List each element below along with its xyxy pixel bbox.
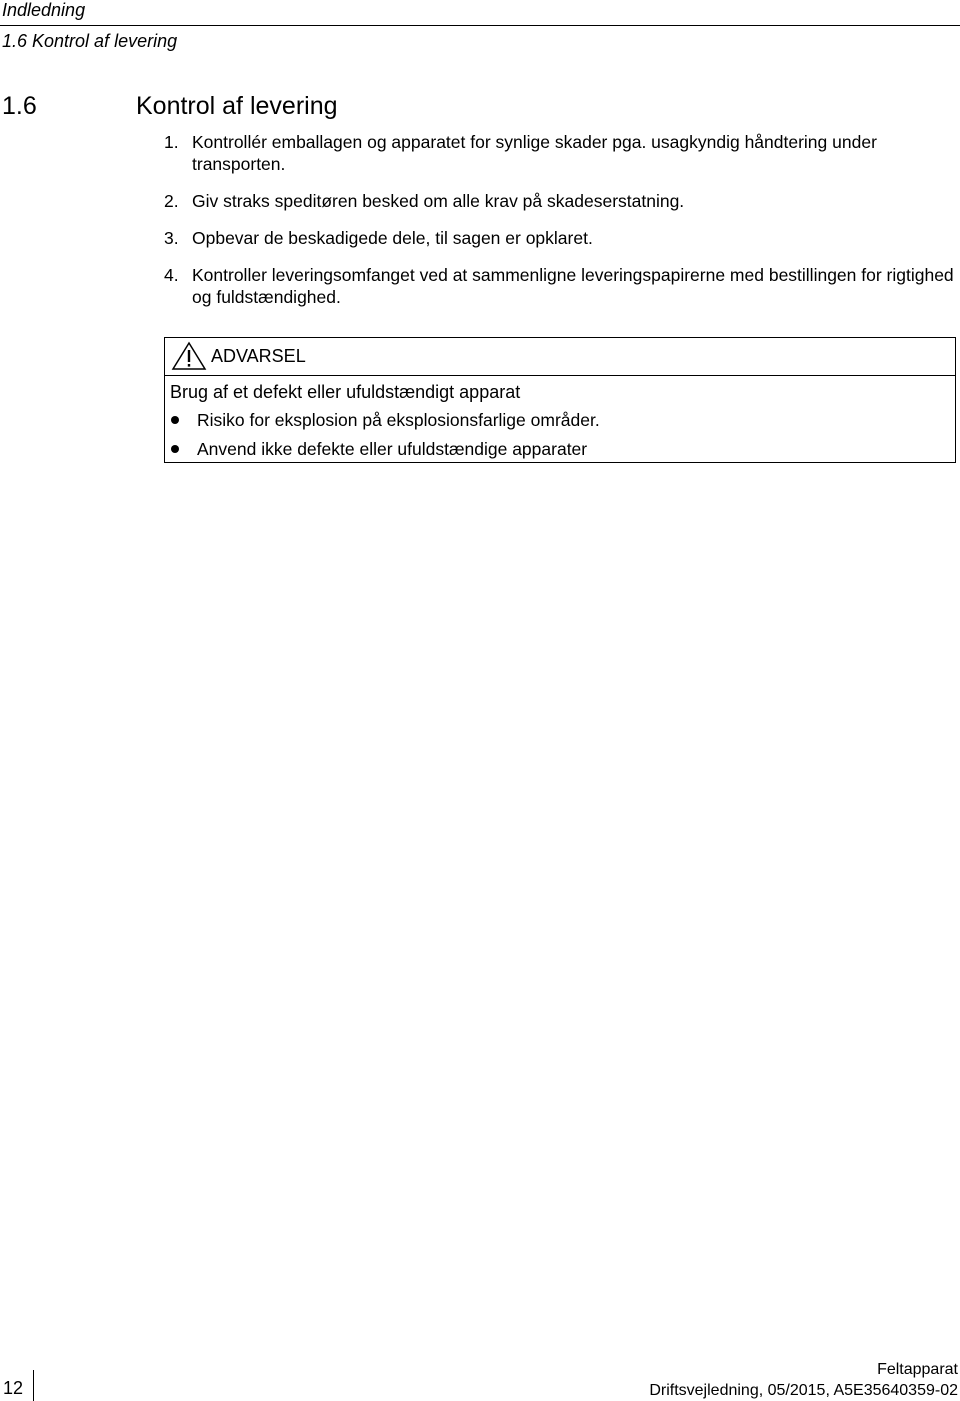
footer-info (649, 1359, 958, 1401)
section-heading (2, 92, 338, 120)
warning-triangle-icon (171, 341, 207, 371)
step-text: Kontrollér emballagen og apparatet for synlige skader pga. usagkyndig håndtering under transporten. (192, 132, 877, 174)
warning-bullet-item (170, 409, 600, 431)
warning-title: ADVARSEL (211, 346, 306, 366)
bullet-icon (171, 416, 179, 424)
footer-divider (33, 1370, 34, 1401)
step-number: 1. (164, 132, 179, 152)
step-item (164, 190, 956, 212)
footer-document: Driftsvejledning, 05/2015, A5E35640359-02 (649, 1382, 958, 1399)
bullet-icon (171, 445, 179, 453)
warning-bullet-text: Anvend ikke defekte eller ufuldstændige apparater (197, 439, 588, 459)
warning-bullet-list (170, 409, 600, 467)
footer-product: Feltapparat (877, 1361, 958, 1378)
delivery-check-steps (164, 131, 956, 323)
step-item (164, 264, 956, 308)
warning-subtitle: Brug af et defekt eller ufuldstændigt apparat (170, 382, 521, 402)
running-header-section: 1.6 Kontrol af levering (2, 31, 178, 51)
step-text: Opbevar de beskadigede dele, til sagen er opklaret. (192, 228, 593, 248)
warning-title-row (165, 338, 955, 376)
step-item (164, 227, 956, 249)
step-number: 3. (164, 228, 179, 248)
running-header-divider (0, 25, 960, 26)
step-text: Giv straks speditøren besked om alle krav på skadeserstatning. (192, 191, 685, 211)
step-number: 4. (164, 265, 179, 285)
step-number: 2. (164, 191, 179, 211)
warning-bullet-text: Risiko for eksplosion på eksplosionsfarlige områder. (197, 410, 600, 430)
step-text: Kontroller leveringsomfanget ved at sammenligne leveringspapirerne med bestillingen for rigtighed og fuldstændighed. (192, 265, 954, 307)
section-number: 1.6 (2, 92, 37, 120)
running-header-chapter: Indledning (2, 0, 86, 20)
warning-box (164, 337, 956, 463)
page-number: 12 (3, 1378, 24, 1398)
step-item (164, 131, 956, 175)
warning-bullet-item (170, 438, 600, 460)
section-title: Kontrol af levering (136, 92, 338, 120)
